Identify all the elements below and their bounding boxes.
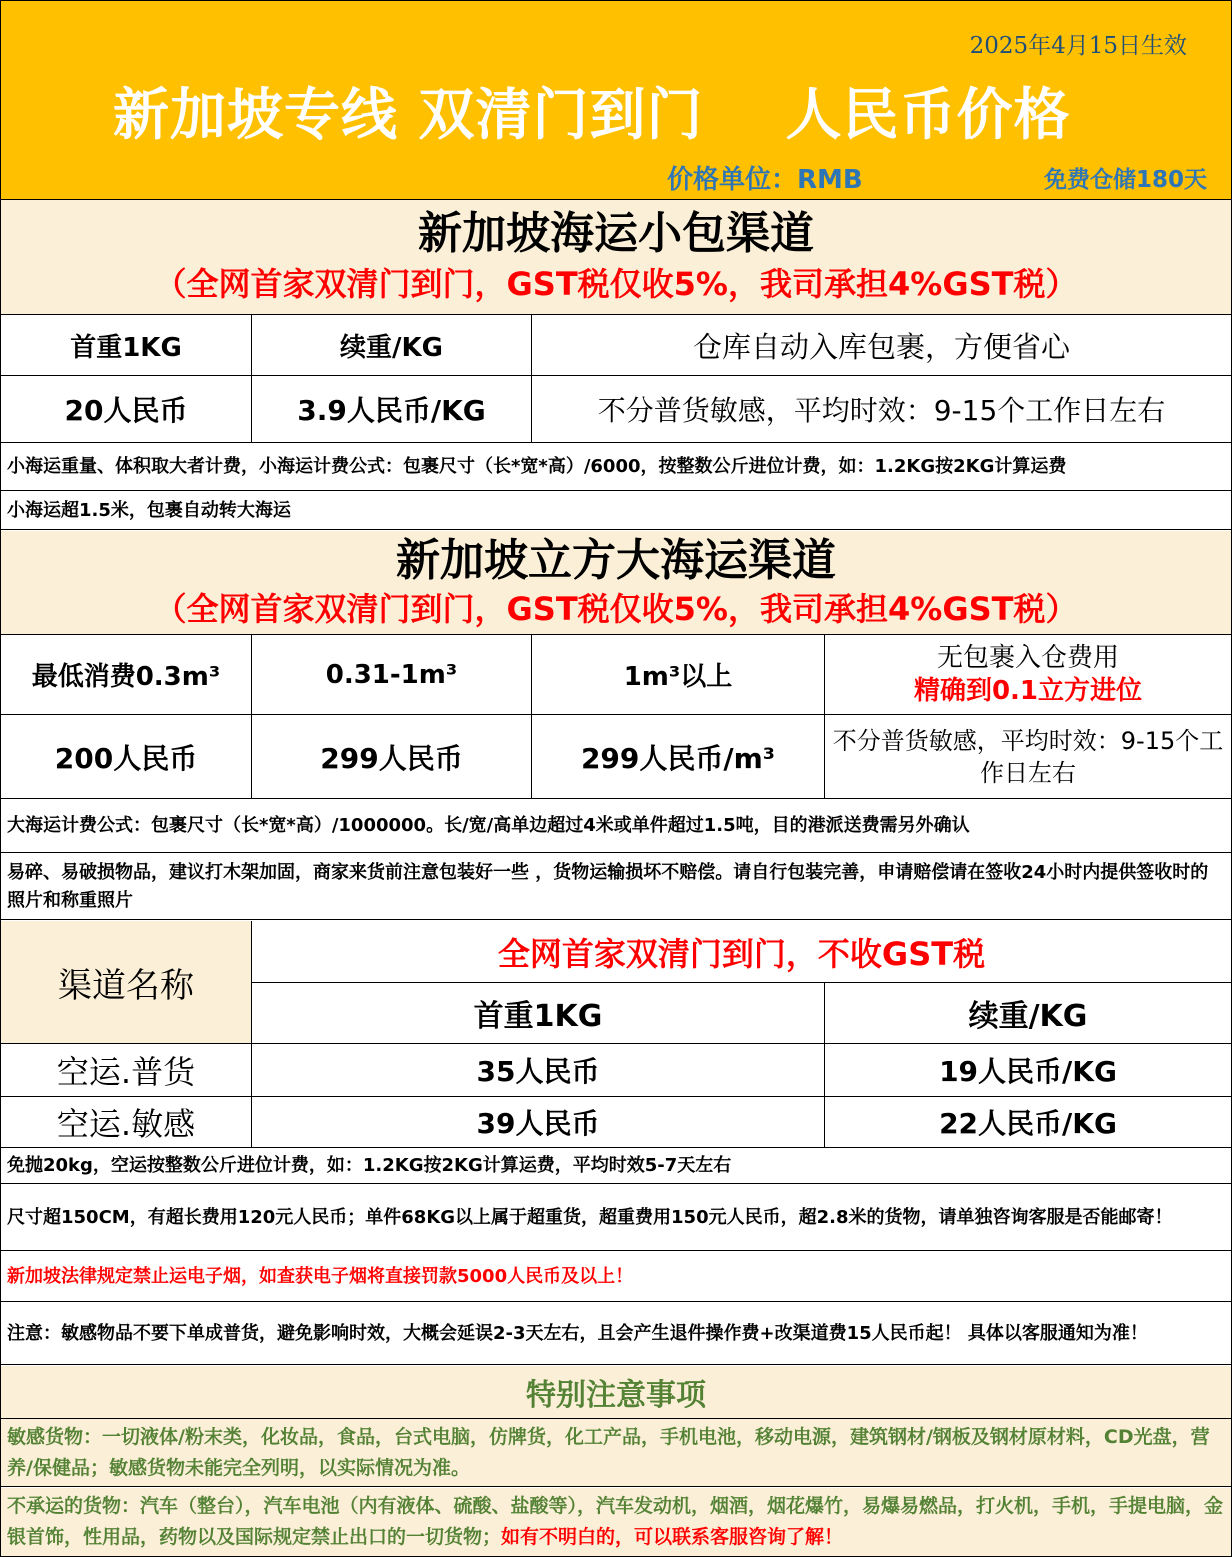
special-notes-title: 特别注意事项 [526,1378,706,1413]
big-sea-over-1m3-header: 1m³以上 [532,635,825,714]
air-row-next-price: 19人民币/KG [939,1055,1117,1088]
big-sea-transit-time: 不分普货敏感，平均时效：9-15个工作日左右 [832,726,1224,787]
air-row-next-price: 22人民币/KG [939,1107,1117,1140]
prohibited-goods-text: 不承运的货物：汽车（整台），汽车电池（内有液体、硫酸、盐酸等），汽车发动机，烟酒，烟花爆竹，易爆易燃品，打火机，手机，手提电脑，金银首饰，性用品，药物以及国际规定禁止出口的一切货物； [7,1495,1224,1548]
big-sea-title: 新加坡立方大海运渠道 [396,535,836,586]
small-sea-section-header [1,200,1231,315]
small-sea-next-weight-price: 3.9人民币/KG [252,376,532,442]
header-banner [1,1,1231,200]
small-sea-header-row [1,315,1231,376]
e-cigarette-warning: 新加坡法律规定禁止运电子烟，如查获电子烟将直接罚款5000人民币及以上！ [1,1252,1231,1302]
air-row-name: 空运.敏感 [1,1097,252,1147]
sensitive-goods-notice: 注意：敏感物品不要下单成普货，避免影响时效，大概会延误2-3天左右，且会产生退件操作费+改渠道费15人民币起！ 具体以客服通知为准！ [1,1303,1231,1365]
small-sea-note-formula: 小海运重量、体积取大者计费，小海运计费公式：包裹尺寸（长*宽*高）/6000，按整数公斤进位计费，如：1.2KG按2KG计算运费 [1,443,1231,491]
small-sea-transit-time: 不分普货敏感，平均时效：9-15个工作日左右 [597,394,1166,427]
small-sea-first-weight-price: 20人民币 [1,376,252,442]
small-sea-first-weight-header: 首重1KG [1,315,252,375]
air-row-name: 空运.普货 [1,1044,252,1096]
big-sea-rounding-rule: 精确到0.1立方进位 [913,675,1143,706]
big-sea-header-row [1,635,1231,715]
small-sea-next-weight-header: 续重/KG [252,315,532,375]
effective-date: 2025年4月15日生效 [969,33,1187,59]
air-note-oversize: 尺寸超150CM，有超长费用120元人民币；单件68KG以上属于超重货，超重费用150元人民币，超2.8米的货物，请单独咨询客服是否能邮寄！ [1,1185,1231,1251]
contact-service-note: 如有不明白的，可以联系客服咨询了解！ [501,1526,844,1548]
big-sea-range-price: 299人民币 [252,715,532,798]
free-storage: 免费仓储180天 [1043,167,1207,193]
air-row-first-price: 35人民币 [252,1044,825,1096]
page-title: 新加坡专线 双清门到门 人民币价格 [113,83,1071,148]
big-sea-no-inbound-fee: 无包裹入仓费用 [936,642,1119,673]
big-sea-min-charge-price: 200人民币 [1,715,252,798]
small-sea-warehouse-note: 仓库自动入库包裹，方便省心 [692,329,1070,364]
big-sea-subtitle: （全网首家双清门到门，GST税仅收5%，我司承担4%GST税） [154,590,1078,628]
big-sea-over-1m3-price: 299人民币/m³ [532,715,825,798]
air-row-sensitive [1,1097,1231,1148]
air-note-rounding: 免抛20kg，空运按整数公斤进位计费，如：1.2KG按2KG计算运费，平均时效5-7天左右 [1,1148,1231,1184]
big-sea-note-formula: 大海运计费公式：包裹尺寸（长*宽*高）/1000000。长/宽/高单边超过4米或单件超过1.5吨，目的港派送费需另外确认 [1,799,1231,853]
big-sea-note-fragile: 易碎、易破损物品，建议打木架加固，商家来货前注意包装好一些 ，货物运输损坏不赔偿。请自行包装完善，申请赔偿请在签收24小时内提供签收时的照片和称重照片 [1,854,1231,920]
big-sea-price-row [1,715,1231,799]
sensitive-goods-list: 敏感货物：一切液体/粉末类，化妆品，食品，台式电脑，仿牌货，化工产品，手机电池，移动电源，建筑钢材/钢板及钢材原材料，CD光盘，营养/保健品；敏感货物未能完全列明，以实际情况为准。 [1,1419,1231,1487]
big-sea-min-charge-header: 最低消费0.3m³ [1,635,252,714]
big-sea-range-header: 0.31-1m³ [252,635,532,714]
small-sea-note-oversize: 小海运超1.5米，包裹自动转大海运 [1,492,1231,530]
air-header-block [1,921,1231,1044]
air-next-weight-header: 续重/KG [968,999,1088,1034]
channel-name-header: 渠道名称 [1,921,252,1043]
air-first-weight-header: 首重1KG [252,983,825,1043]
special-notes-header [1,1366,1231,1419]
big-sea-extra-info [825,635,1231,714]
prohibited-goods-list [1,1488,1231,1556]
price-unit: 价格单位：RMB [667,165,863,195]
big-sea-section-header [1,531,1231,635]
air-row-general [1,1044,1231,1097]
air-headline: 全网首家双清门到门，不收GST税 [252,921,1231,983]
small-sea-subtitle: （全网首家双清门到门，GST税仅收5%，我司承担4%GST税） [154,265,1078,303]
small-sea-title: 新加坡海运小包渠道 [418,208,814,259]
small-sea-price-row [1,376,1231,443]
air-row-first-price: 39人民币 [252,1097,825,1147]
